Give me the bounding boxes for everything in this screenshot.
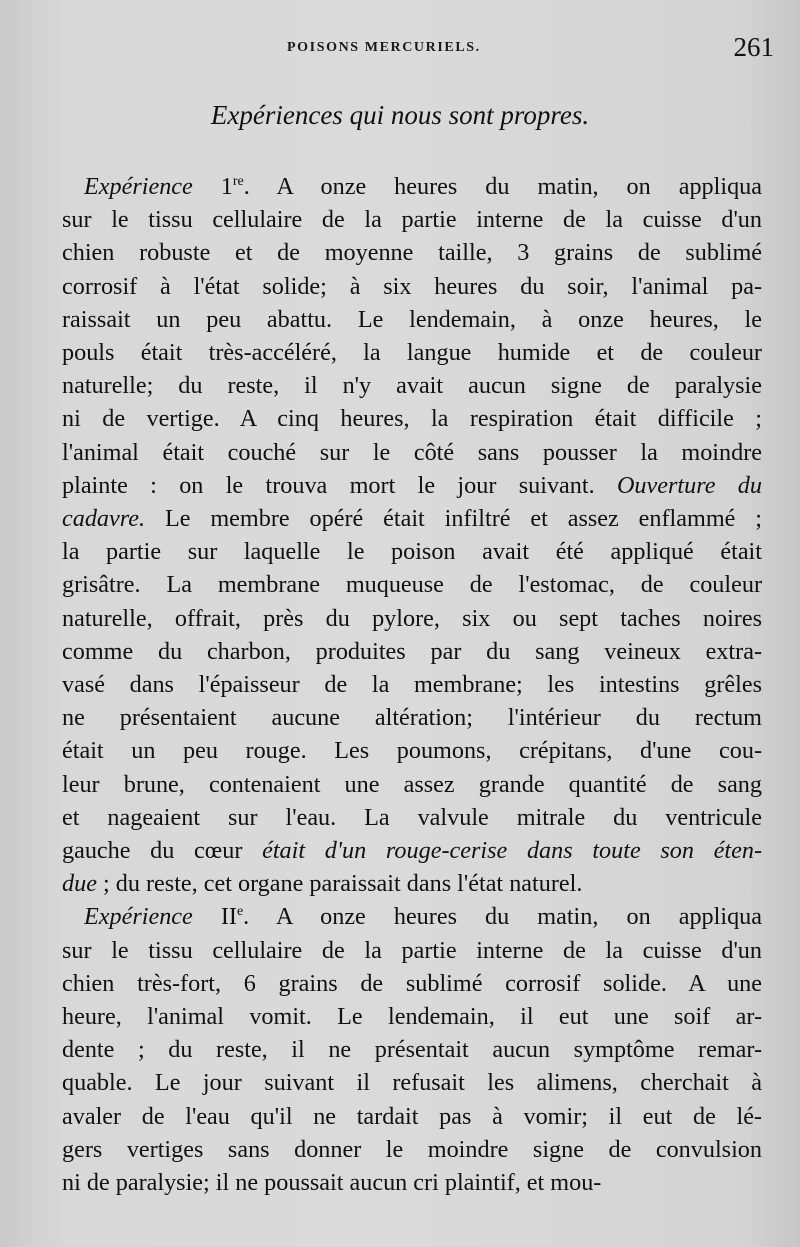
body-text xyxy=(62,170,762,1199)
text-fragment-italic: due xyxy=(62,870,97,898)
text-fragment: gauche du cœur xyxy=(62,837,263,865)
text-line: vasé dans l'épaisseur de la membrane; les intestins grêles xyxy=(62,671,762,699)
text-line: sur le tissu cellulaire de la partie interne de la cuisse d'un xyxy=(62,936,762,964)
experiment-2-numeral: II xyxy=(220,903,237,931)
text-line xyxy=(62,834,762,867)
text-fragment: plainte : on le trouva mort le jour suivant. xyxy=(62,471,617,499)
text-line xyxy=(62,867,762,900)
text-fragment: Le membre opéré était infiltré et assez enflammé ; xyxy=(145,505,762,533)
text-fragment-italic: cadavre. xyxy=(62,505,146,533)
experiment-1-superscript: re xyxy=(232,173,244,189)
text-line: quable. Le jour suivant il refusait les alimens, cherchait à xyxy=(62,1069,762,1097)
experiment-2-lead: . A onze heures du matin, on appliqua xyxy=(243,903,763,931)
experiment-2-label: Expérience xyxy=(84,903,193,931)
text-line: avaler de l'eau qu'il ne tardait pas à vomir; il eut de lé- xyxy=(62,1102,762,1130)
experiment-1-label: Expérience xyxy=(84,173,193,200)
page-header xyxy=(60,32,780,66)
text-line: gers vertiges sans donner le moindre signe de convulsion xyxy=(62,1135,762,1163)
text-line: pouls était très-accéléré, la langue humide et de couleur xyxy=(62,339,762,367)
text-line: raissait un peu abattu. Le lendemain, à onze heures, le xyxy=(62,305,762,333)
text-line: dente ; du reste, il ne présentait aucun symptôme remar- xyxy=(62,1036,762,1064)
text-line xyxy=(62,502,762,535)
page-number: 261 xyxy=(733,32,774,62)
experiment-1-numeral: 1 xyxy=(220,173,233,200)
text-line: naturelle; du reste, il n'y avait aucun signe de paralysie xyxy=(62,372,762,400)
running-head: POISONS MERCURIELS. xyxy=(287,40,481,55)
section-title: Expériences qui nous sont propres. xyxy=(210,100,590,130)
text-line: grisâtre. La membrane muqueuse de l'estomac, de couleur xyxy=(62,571,762,599)
text-line: sur le tissu cellulaire de la partie interne de la cuisse d'un xyxy=(62,206,762,234)
text-line: ni de vertige. A cinq heures, la respiration était difficile ; xyxy=(62,405,762,433)
text-fragment-italic: était d'un rouge-cerise dans toute son éten- xyxy=(262,837,762,865)
text-line: corrosif à l'état solide; à six heures du soir, l'animal pa- xyxy=(62,272,762,300)
text-line: la partie sur laquelle le poison avait été appliqué était xyxy=(62,538,762,566)
text-line: et nageaient sur l'eau. La valvule mitrale du ventricule xyxy=(62,803,762,831)
text-line: heure, l'animal vomit. Le lendemain, il eut une soif ar- xyxy=(62,1003,762,1031)
text-line: l'animal était couché sur le côté sans pousser la moindre xyxy=(62,438,762,466)
text-line: chien très-fort, 6 grains de sublimé corrosif solide. A une xyxy=(62,969,762,997)
text-fragment: ; du reste, cet organe paraissait dans l'état naturel. xyxy=(96,870,583,898)
text-line: ni de paralysie; il ne poussait aucun cri plaintif, et mou- xyxy=(62,1169,602,1197)
experiment-2-superscript: e xyxy=(236,904,244,920)
text-line: comme du charbon, produites par du sang veineux extra- xyxy=(62,637,762,665)
text-fragment-italic: Ouverture du xyxy=(616,471,762,499)
text-line xyxy=(62,469,762,502)
experiment-2-heading-line xyxy=(62,900,762,933)
text-line: chien robuste et de moyenne taille, 3 grains de sublimé xyxy=(62,239,762,267)
text-line: naturelle, offrait, près du pylore, six ou sept taches noires xyxy=(62,604,762,632)
text-line: leur brune, contenaient une assez grande quantité de sang xyxy=(62,770,762,798)
text-line: ne présentaient aucune altération; l'intérieur du rectum xyxy=(62,704,762,732)
text-line: était un peu rouge. Les poumons, crépitans, d'une cou- xyxy=(62,737,762,765)
experiment-1-lead: . A onze heures du matin, on appliqua xyxy=(243,173,763,200)
experiment-1-heading-line xyxy=(62,170,762,203)
